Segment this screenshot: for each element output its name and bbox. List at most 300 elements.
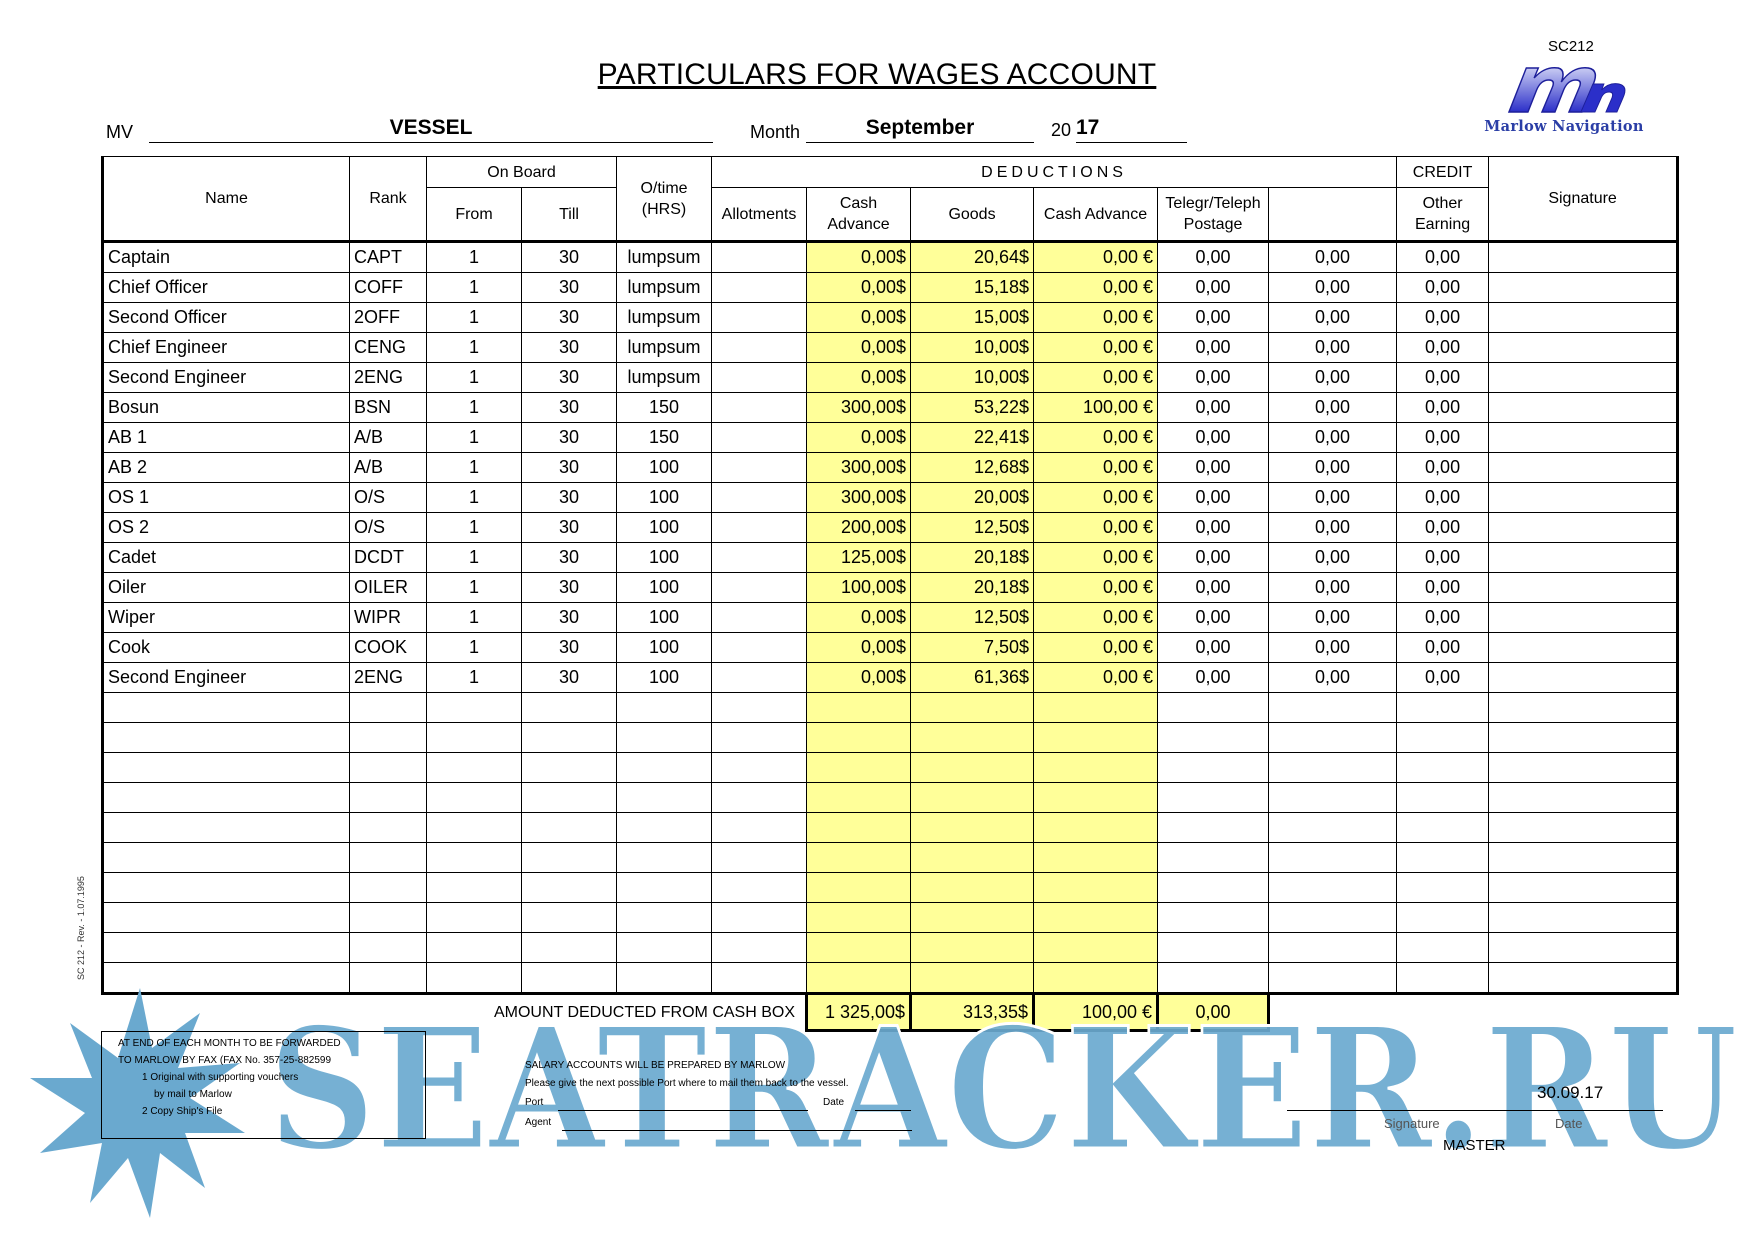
- cell-allotments[interactable]: [712, 633, 807, 663]
- cell-other-earning[interactable]: 0,00: [1397, 603, 1489, 633]
- cell-cash-advance-usd[interactable]: 0,00$: [807, 603, 911, 633]
- cell-goods[interactable]: 20,00$: [911, 483, 1034, 513]
- cell-rank[interactable]: [350, 873, 427, 903]
- cell-cash-advance-eur[interactable]: [1034, 723, 1158, 753]
- cell-cash-advance-usd[interactable]: [807, 693, 911, 723]
- cell-rank[interactable]: A/B: [350, 423, 427, 453]
- cell-otime[interactable]: [617, 873, 712, 903]
- cell-otime[interactable]: lumpsum: [617, 363, 712, 393]
- cell-cash-advance-eur[interactable]: [1034, 783, 1158, 813]
- cell-allotments[interactable]: [712, 453, 807, 483]
- cell-till[interactable]: 30: [522, 573, 617, 603]
- cell-goods[interactable]: 20,64$: [911, 242, 1034, 273]
- cell-cash-advance-usd[interactable]: [807, 783, 911, 813]
- cell-cash-advance-usd[interactable]: 100,00$: [807, 573, 911, 603]
- cell-cash-advance-usd[interactable]: 0,00$: [807, 333, 911, 363]
- cell-rank[interactable]: [350, 813, 427, 843]
- cell-till[interactable]: 30: [522, 393, 617, 423]
- cell-goods[interactable]: 15,00$: [911, 303, 1034, 333]
- cell-cash-advance-usd[interactable]: 300,00$: [807, 483, 911, 513]
- cell-cash-advance-usd[interactable]: [807, 903, 911, 933]
- cell-rank[interactable]: WIPR: [350, 603, 427, 633]
- cell-name[interactable]: Bosun: [103, 393, 350, 423]
- cell-allotments[interactable]: [712, 873, 807, 903]
- cell-other-earning[interactable]: 0,00: [1397, 633, 1489, 663]
- cell-telegr[interactable]: 0,00: [1158, 273, 1269, 303]
- cell-from[interactable]: 1: [427, 303, 522, 333]
- cell-from[interactable]: 1: [427, 363, 522, 393]
- cell-from[interactable]: 1: [427, 423, 522, 453]
- cell-cash-advance-eur[interactable]: 0,00 €: [1034, 603, 1158, 633]
- cell-cash-advance-usd[interactable]: 300,00$: [807, 393, 911, 423]
- cell-extra[interactable]: [1269, 753, 1397, 783]
- cell-extra[interactable]: 0,00: [1269, 483, 1397, 513]
- cell-other-earning[interactable]: [1397, 873, 1489, 903]
- month-field[interactable]: September: [806, 114, 1034, 143]
- cell-till[interactable]: [522, 873, 617, 903]
- cell-signature[interactable]: [1489, 393, 1678, 423]
- cell-telegr[interactable]: 0,00: [1158, 242, 1269, 273]
- cell-other-earning[interactable]: 0,00: [1397, 242, 1489, 273]
- cell-goods[interactable]: [911, 873, 1034, 903]
- cell-till[interactable]: [522, 783, 617, 813]
- cell-goods[interactable]: [911, 933, 1034, 963]
- cell-goods[interactable]: [911, 693, 1034, 723]
- cell-otime[interactable]: 100: [617, 633, 712, 663]
- cell-till[interactable]: [522, 723, 617, 753]
- cell-cash-advance-eur[interactable]: 0,00 €: [1034, 273, 1158, 303]
- cell-telegr[interactable]: [1158, 843, 1269, 873]
- cell-extra[interactable]: 0,00: [1269, 663, 1397, 693]
- cell-rank[interactable]: 2OFF: [350, 303, 427, 333]
- cell-otime[interactable]: 150: [617, 393, 712, 423]
- cell-cash-advance-eur[interactable]: 0,00 €: [1034, 663, 1158, 693]
- cell-extra[interactable]: [1269, 903, 1397, 933]
- cell-from[interactable]: [427, 753, 522, 783]
- cell-extra[interactable]: 0,00: [1269, 453, 1397, 483]
- cell-till[interactable]: 30: [522, 303, 617, 333]
- cell-cash-advance-eur[interactable]: 0,00 €: [1034, 543, 1158, 573]
- cell-from[interactable]: [427, 693, 522, 723]
- cell-till[interactable]: 30: [522, 273, 617, 303]
- cell-till[interactable]: 30: [522, 483, 617, 513]
- cell-otime[interactable]: 100: [617, 513, 712, 543]
- cell-cash-advance-usd[interactable]: [807, 813, 911, 843]
- cell-signature[interactable]: [1489, 242, 1678, 273]
- cell-goods[interactable]: 22,41$: [911, 423, 1034, 453]
- cell-otime[interactable]: 100: [617, 483, 712, 513]
- cell-cash-advance-eur[interactable]: [1034, 753, 1158, 783]
- cell-cash-advance-usd[interactable]: 0,00$: [807, 363, 911, 393]
- cell-extra[interactable]: [1269, 843, 1397, 873]
- cell-cash-advance-usd[interactable]: 0,00$: [807, 633, 911, 663]
- cell-extra[interactable]: [1269, 933, 1397, 963]
- cell-extra[interactable]: 0,00: [1269, 363, 1397, 393]
- cell-cash-advance-usd[interactable]: 0,00$: [807, 663, 911, 693]
- cell-cash-advance-eur[interactable]: 0,00 €: [1034, 242, 1158, 273]
- cell-cash-advance-usd[interactable]: [807, 753, 911, 783]
- cell-otime[interactable]: [617, 933, 712, 963]
- cell-other-earning[interactable]: 0,00: [1397, 663, 1489, 693]
- cell-extra[interactable]: [1269, 813, 1397, 843]
- cell-name[interactable]: Cadet: [103, 543, 350, 573]
- cell-cash-advance-eur[interactable]: 0,00 €: [1034, 453, 1158, 483]
- cell-name[interactable]: AB 2: [103, 453, 350, 483]
- cell-name[interactable]: Oiler: [103, 573, 350, 603]
- cell-otime[interactable]: lumpsum: [617, 333, 712, 363]
- cell-cash-advance-eur[interactable]: [1034, 843, 1158, 873]
- cell-otime[interactable]: 100: [617, 603, 712, 633]
- cell-goods[interactable]: 12,50$: [911, 603, 1034, 633]
- cell-from[interactable]: 1: [427, 273, 522, 303]
- cell-extra[interactable]: 0,00: [1269, 633, 1397, 663]
- cell-cash-advance-usd[interactable]: [807, 873, 911, 903]
- cell-rank[interactable]: [350, 723, 427, 753]
- cell-extra[interactable]: [1269, 873, 1397, 903]
- cell-allotments[interactable]: [712, 273, 807, 303]
- cell-rank[interactable]: [350, 933, 427, 963]
- cell-cash-advance-eur[interactable]: 0,00 €: [1034, 513, 1158, 543]
- cell-cash-advance-usd[interactable]: 0,00$: [807, 273, 911, 303]
- cell-goods[interactable]: [911, 783, 1034, 813]
- cell-rank[interactable]: CENG: [350, 333, 427, 363]
- cell-cash-advance-usd[interactable]: 0,00$: [807, 303, 911, 333]
- cell-rank[interactable]: O/S: [350, 513, 427, 543]
- cell-goods[interactable]: 12,50$: [911, 513, 1034, 543]
- cell-allotments[interactable]: [712, 663, 807, 693]
- cell-name[interactable]: [103, 753, 350, 783]
- cell-cash-advance-eur[interactable]: [1034, 693, 1158, 723]
- cell-signature[interactable]: [1489, 873, 1678, 903]
- year-field[interactable]: 17: [1076, 114, 1187, 143]
- cell-otime[interactable]: 150: [617, 423, 712, 453]
- cell-telegr[interactable]: 0,00: [1158, 453, 1269, 483]
- cell-from[interactable]: [427, 933, 522, 963]
- cell-other-earning[interactable]: [1397, 843, 1489, 873]
- cell-allotments[interactable]: [712, 543, 807, 573]
- cell-otime[interactable]: 100: [617, 543, 712, 573]
- cell-rank[interactable]: COOK: [350, 633, 427, 663]
- cell-otime[interactable]: [617, 813, 712, 843]
- cell-from[interactable]: 1: [427, 513, 522, 543]
- cell-till[interactable]: 30: [522, 543, 617, 573]
- cell-cash-advance-eur[interactable]: [1034, 873, 1158, 903]
- cell-signature[interactable]: [1489, 783, 1678, 813]
- cell-other-earning[interactable]: 0,00: [1397, 333, 1489, 363]
- cell-from[interactable]: [427, 813, 522, 843]
- cell-rank[interactable]: [350, 903, 427, 933]
- cell-extra[interactable]: [1269, 723, 1397, 753]
- cell-till[interactable]: 30: [522, 453, 617, 483]
- cell-from[interactable]: 1: [427, 543, 522, 573]
- cell-cash-advance-eur[interactable]: 0,00 €: [1034, 363, 1158, 393]
- cell-from[interactable]: 1: [427, 573, 522, 603]
- cell-otime[interactable]: lumpsum: [617, 242, 712, 273]
- cell-name[interactable]: OS 2: [103, 513, 350, 543]
- cell-name[interactable]: Chief Engineer: [103, 333, 350, 363]
- cell-otime[interactable]: [617, 843, 712, 873]
- cell-extra[interactable]: 0,00: [1269, 303, 1397, 333]
- cell-other-earning[interactable]: 0,00: [1397, 393, 1489, 423]
- cell-other-earning[interactable]: [1397, 723, 1489, 753]
- cell-goods[interactable]: 20,18$: [911, 573, 1034, 603]
- cell-name[interactable]: [103, 693, 350, 723]
- cell-signature[interactable]: [1489, 423, 1678, 453]
- cell-signature[interactable]: [1489, 483, 1678, 513]
- cell-other-earning[interactable]: 0,00: [1397, 423, 1489, 453]
- cell-telegr[interactable]: 0,00: [1158, 513, 1269, 543]
- cell-cash-advance-eur[interactable]: [1034, 813, 1158, 843]
- cell-till[interactable]: [522, 753, 617, 783]
- cell-rank[interactable]: [350, 783, 427, 813]
- cell-name[interactable]: [103, 873, 350, 903]
- cell-from[interactable]: [427, 723, 522, 753]
- cell-extra[interactable]: 0,00: [1269, 242, 1397, 273]
- cell-cash-advance-usd[interactable]: [807, 843, 911, 873]
- cell-name[interactable]: OS 1: [103, 483, 350, 513]
- cell-telegr[interactable]: [1158, 933, 1269, 963]
- cell-cash-advance-usd[interactable]: 125,00$: [807, 543, 911, 573]
- cell-goods[interactable]: 10,00$: [911, 333, 1034, 363]
- cell-signature[interactable]: [1489, 933, 1678, 963]
- cell-other-earning[interactable]: 0,00: [1397, 303, 1489, 333]
- cell-rank[interactable]: 2ENG: [350, 663, 427, 693]
- cell-allotments[interactable]: [712, 423, 807, 453]
- cell-allotments[interactable]: [712, 393, 807, 423]
- cell-allotments[interactable]: [712, 693, 807, 723]
- cell-rank[interactable]: [350, 843, 427, 873]
- cell-telegr[interactable]: [1158, 873, 1269, 903]
- cell-goods[interactable]: 10,00$: [911, 363, 1034, 393]
- cell-telegr[interactable]: 0,00: [1158, 393, 1269, 423]
- cell-rank[interactable]: CAPT: [350, 242, 427, 273]
- cell-other-earning[interactable]: 0,00: [1397, 573, 1489, 603]
- cell-telegr[interactable]: 0,00: [1158, 633, 1269, 663]
- cell-goods[interactable]: 12,68$: [911, 453, 1034, 483]
- cell-cash-advance-eur[interactable]: 0,00 €: [1034, 303, 1158, 333]
- cell-from[interactable]: 1: [427, 333, 522, 363]
- cell-cash-advance-usd[interactable]: 200,00$: [807, 513, 911, 543]
- cell-rank[interactable]: [350, 753, 427, 783]
- cell-other-earning[interactable]: [1397, 783, 1489, 813]
- cell-signature[interactable]: [1489, 273, 1678, 303]
- cell-signature[interactable]: [1489, 543, 1678, 573]
- cell-name[interactable]: Second Engineer: [103, 663, 350, 693]
- cell-from[interactable]: [427, 873, 522, 903]
- cell-name[interactable]: Captain: [103, 242, 350, 273]
- cell-other-earning[interactable]: [1397, 753, 1489, 783]
- cell-extra[interactable]: 0,00: [1269, 573, 1397, 603]
- cell-allotments[interactable]: [712, 303, 807, 333]
- cell-cash-advance-eur[interactable]: [1034, 933, 1158, 963]
- cell-cash-advance-eur[interactable]: 0,00 €: [1034, 633, 1158, 663]
- cell-extra[interactable]: 0,00: [1269, 333, 1397, 363]
- cell-allotments[interactable]: [712, 723, 807, 753]
- cell-signature[interactable]: [1489, 723, 1678, 753]
- cell-other-earning[interactable]: [1397, 903, 1489, 933]
- cell-name[interactable]: [103, 933, 350, 963]
- cell-signature[interactable]: [1489, 813, 1678, 843]
- cell-other-earning[interactable]: [1397, 693, 1489, 723]
- cell-allotments[interactable]: [712, 903, 807, 933]
- cell-name[interactable]: Wiper: [103, 603, 350, 633]
- cell-telegr[interactable]: 0,00: [1158, 303, 1269, 333]
- cell-from[interactable]: [427, 903, 522, 933]
- cell-signature[interactable]: [1489, 753, 1678, 783]
- cell-cash-advance-usd[interactable]: [807, 933, 911, 963]
- cell-name[interactable]: AB 1: [103, 423, 350, 453]
- cell-otime[interactable]: lumpsum: [617, 273, 712, 303]
- cell-allotments[interactable]: [712, 783, 807, 813]
- cell-allotments[interactable]: [712, 753, 807, 783]
- cell-telegr[interactable]: [1158, 783, 1269, 813]
- date-line[interactable]: [855, 1110, 911, 1111]
- cell-other-earning[interactable]: 0,00: [1397, 273, 1489, 303]
- cell-allotments[interactable]: [712, 843, 807, 873]
- cell-allotments[interactable]: [712, 242, 807, 273]
- cell-rank[interactable]: O/S: [350, 483, 427, 513]
- cell-signature[interactable]: [1489, 333, 1678, 363]
- cell-till[interactable]: [522, 903, 617, 933]
- cell-goods[interactable]: [911, 753, 1034, 783]
- cell-otime[interactable]: [617, 753, 712, 783]
- cell-goods[interactable]: 53,22$: [911, 393, 1034, 423]
- cell-till[interactable]: [522, 813, 617, 843]
- vessel-field[interactable]: VESSEL: [149, 114, 713, 143]
- cell-rank[interactable]: OILER: [350, 573, 427, 603]
- port-line[interactable]: [558, 1110, 808, 1111]
- cell-rank[interactable]: DCDT: [350, 543, 427, 573]
- cell-from[interactable]: 1: [427, 483, 522, 513]
- cell-extra[interactable]: 0,00: [1269, 273, 1397, 303]
- cell-otime[interactable]: 100: [617, 663, 712, 693]
- cell-allotments[interactable]: [712, 363, 807, 393]
- cell-cash-advance-eur[interactable]: 100,00 €: [1034, 393, 1158, 423]
- cell-goods[interactable]: [911, 723, 1034, 753]
- cell-till[interactable]: [522, 693, 617, 723]
- cell-cash-advance-usd[interactable]: [807, 723, 911, 753]
- cell-signature[interactable]: [1489, 303, 1678, 333]
- cell-other-earning[interactable]: [1397, 813, 1489, 843]
- cell-rank[interactable]: BSN: [350, 393, 427, 423]
- cell-extra[interactable]: 0,00: [1269, 393, 1397, 423]
- cell-extra[interactable]: 0,00: [1269, 603, 1397, 633]
- cell-otime[interactable]: [617, 783, 712, 813]
- cell-allotments[interactable]: [712, 513, 807, 543]
- cell-extra[interactable]: [1269, 783, 1397, 813]
- cell-signature[interactable]: [1489, 363, 1678, 393]
- cell-otime[interactable]: 100: [617, 453, 712, 483]
- cell-telegr[interactable]: 0,00: [1158, 483, 1269, 513]
- cell-otime[interactable]: lumpsum: [617, 303, 712, 333]
- cell-cash-advance-eur[interactable]: 0,00 €: [1034, 573, 1158, 603]
- cell-signature[interactable]: [1489, 513, 1678, 543]
- cell-from[interactable]: 1: [427, 242, 522, 273]
- cell-till[interactable]: 30: [522, 333, 617, 363]
- cell-other-earning[interactable]: 0,00: [1397, 543, 1489, 573]
- cell-allotments[interactable]: [712, 933, 807, 963]
- cell-signature[interactable]: [1489, 633, 1678, 663]
- cell-goods[interactable]: 20,18$: [911, 543, 1034, 573]
- cell-cash-advance-eur[interactable]: 0,00 €: [1034, 423, 1158, 453]
- cell-name[interactable]: [103, 813, 350, 843]
- cell-otime[interactable]: [617, 903, 712, 933]
- agent-line[interactable]: [562, 1130, 912, 1131]
- cell-rank[interactable]: [350, 693, 427, 723]
- cell-name[interactable]: Second Officer: [103, 303, 350, 333]
- cell-signature[interactable]: [1489, 453, 1678, 483]
- cell-rank[interactable]: A/B: [350, 453, 427, 483]
- cell-telegr[interactable]: [1158, 753, 1269, 783]
- cell-telegr[interactable]: [1158, 903, 1269, 933]
- cell-allotments[interactable]: [712, 483, 807, 513]
- cell-till[interactable]: 30: [522, 603, 617, 633]
- cell-name[interactable]: Second Engineer: [103, 363, 350, 393]
- cell-rank[interactable]: COFF: [350, 273, 427, 303]
- master-signature-line[interactable]: [1287, 1110, 1663, 1111]
- cell-till[interactable]: 30: [522, 633, 617, 663]
- cell-cash-advance-eur[interactable]: 0,00 €: [1034, 483, 1158, 513]
- cell-extra[interactable]: 0,00: [1269, 543, 1397, 573]
- cell-name[interactable]: Cook: [103, 633, 350, 663]
- cell-cash-advance-usd[interactable]: 0,00$: [807, 423, 911, 453]
- cell-signature[interactable]: [1489, 663, 1678, 693]
- cell-signature[interactable]: [1489, 693, 1678, 723]
- cell-extra[interactable]: 0,00: [1269, 513, 1397, 543]
- cell-name[interactable]: [103, 783, 350, 813]
- cell-other-earning[interactable]: 0,00: [1397, 363, 1489, 393]
- cell-from[interactable]: [427, 843, 522, 873]
- cell-signature[interactable]: [1489, 573, 1678, 603]
- cell-telegr[interactable]: 0,00: [1158, 603, 1269, 633]
- cell-till[interactable]: 30: [522, 423, 617, 453]
- cell-extra[interactable]: [1269, 693, 1397, 723]
- cell-other-earning[interactable]: [1397, 933, 1489, 963]
- cell-from[interactable]: 1: [427, 393, 522, 423]
- cell-from[interactable]: 1: [427, 603, 522, 633]
- cell-signature[interactable]: [1489, 903, 1678, 933]
- cell-telegr[interactable]: 0,00: [1158, 363, 1269, 393]
- cell-telegr[interactable]: 0,00: [1158, 543, 1269, 573]
- cell-till[interactable]: 30: [522, 363, 617, 393]
- cell-telegr[interactable]: [1158, 813, 1269, 843]
- cell-goods[interactable]: 15,18$: [911, 273, 1034, 303]
- cell-till[interactable]: [522, 843, 617, 873]
- cell-till[interactable]: 30: [522, 513, 617, 543]
- cell-till[interactable]: 30: [522, 242, 617, 273]
- cell-telegr[interactable]: 0,00: [1158, 423, 1269, 453]
- cell-goods[interactable]: [911, 813, 1034, 843]
- cell-goods[interactable]: [911, 843, 1034, 873]
- cell-from[interactable]: 1: [427, 633, 522, 663]
- cell-allotments[interactable]: [712, 333, 807, 363]
- cell-cash-advance-eur[interactable]: [1034, 903, 1158, 933]
- cell-otime[interactable]: [617, 723, 712, 753]
- cell-other-earning[interactable]: 0,00: [1397, 453, 1489, 483]
- cell-otime[interactable]: [617, 693, 712, 723]
- cell-allotments[interactable]: [712, 603, 807, 633]
- cell-name[interactable]: [103, 903, 350, 933]
- cell-rank[interactable]: 2ENG: [350, 363, 427, 393]
- cell-name[interactable]: [103, 723, 350, 753]
- cell-signature[interactable]: [1489, 603, 1678, 633]
- cell-goods[interactable]: [911, 903, 1034, 933]
- cell-till[interactable]: 30: [522, 663, 617, 693]
- cell-telegr[interactable]: 0,00: [1158, 573, 1269, 603]
- cell-other-earning[interactable]: 0,00: [1397, 513, 1489, 543]
- cell-goods[interactable]: 61,36$: [911, 663, 1034, 693]
- cell-from[interactable]: [427, 783, 522, 813]
